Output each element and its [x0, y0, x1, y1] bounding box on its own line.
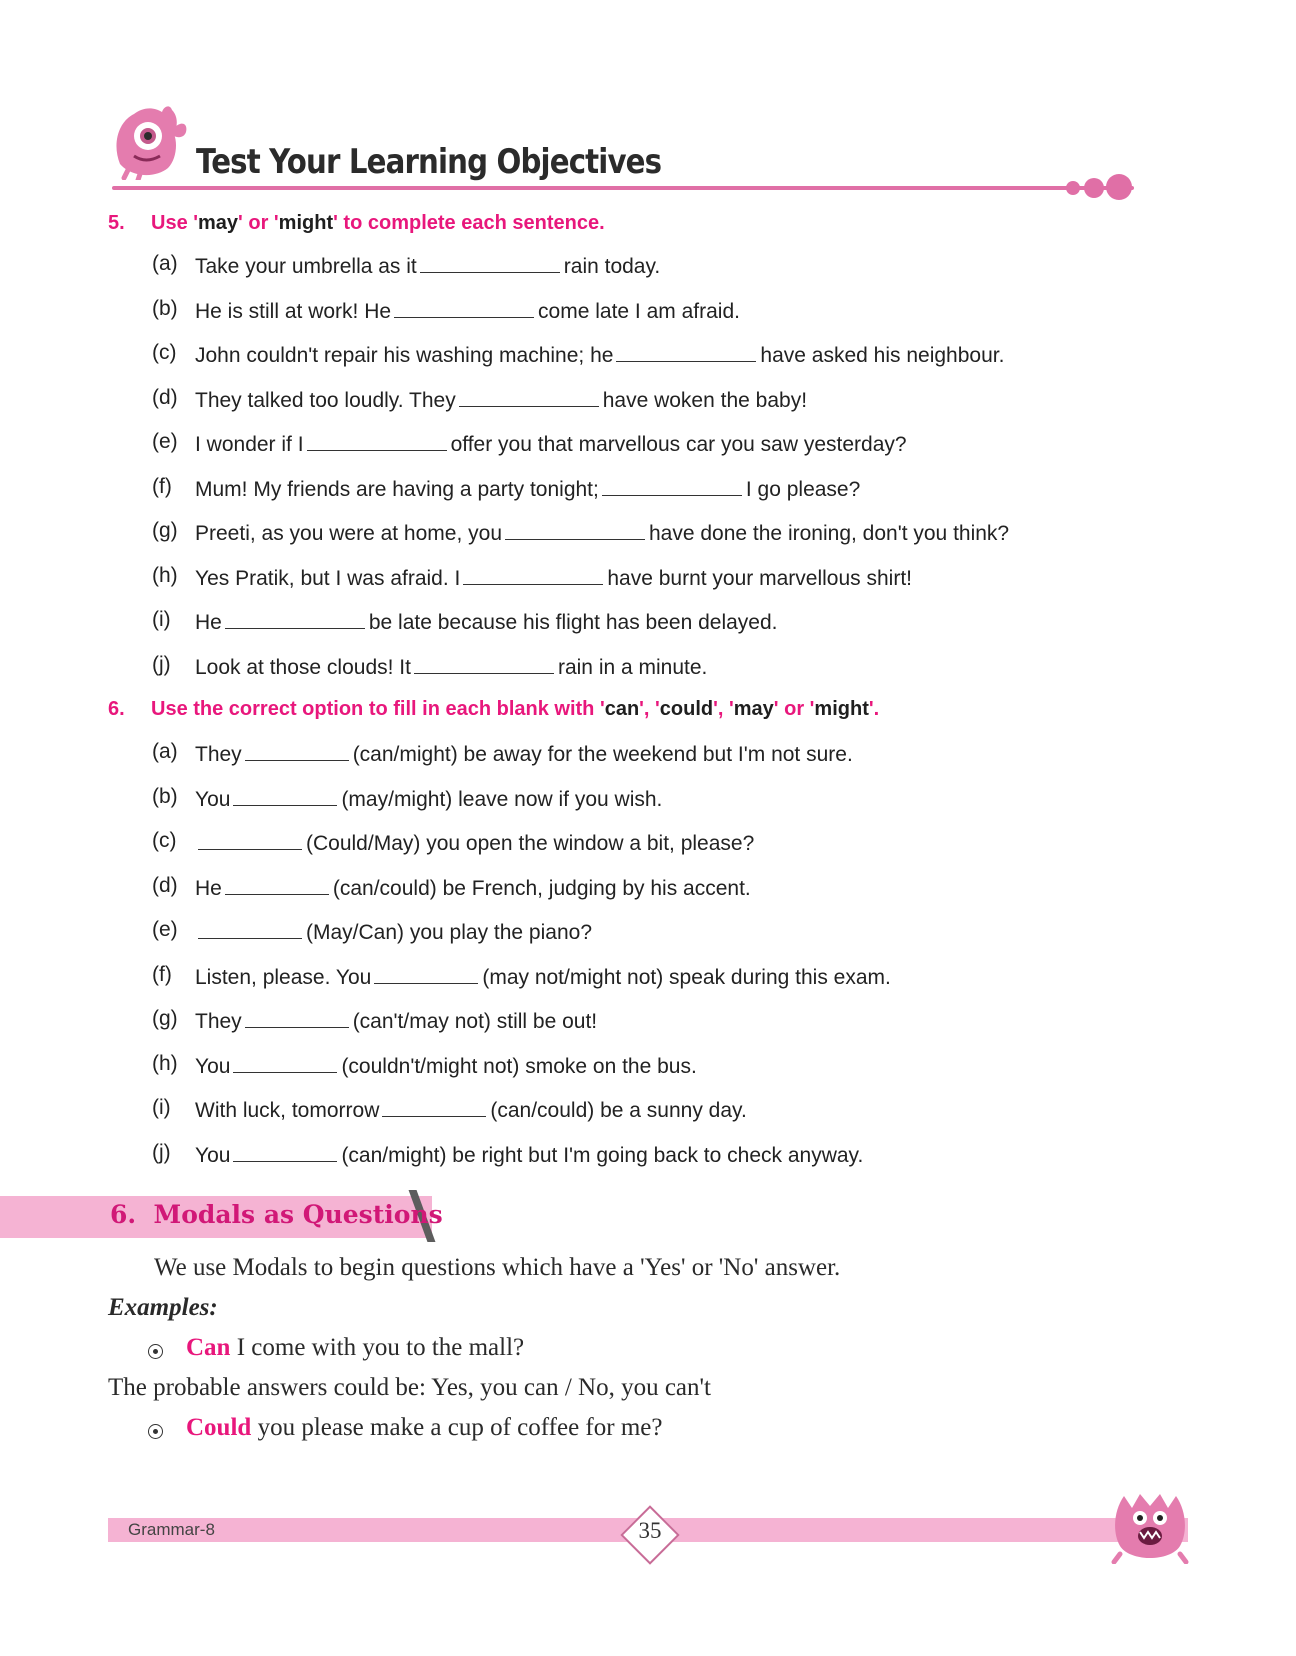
header-dot-medium [1084, 178, 1104, 198]
answer-blank[interactable] [233, 1141, 337, 1162]
bullet-icon [148, 1344, 163, 1359]
item-text-after: (can/could) be a sunny day. [490, 1099, 747, 1122]
answer-blank[interactable] [414, 653, 554, 674]
item-text-after: be late because his flight has been delayed. [368, 611, 778, 634]
item-label: (c) [152, 829, 177, 852]
item-label: (a) [152, 252, 178, 275]
item-text-after: have woken the baby! [602, 388, 808, 412]
item-text-before: I wonder if I [195, 433, 304, 456]
page-number: 35 [638, 1518, 662, 1543]
item-text-after: (May/Can) you play the piano? [306, 921, 592, 944]
item-label: (b) [152, 784, 178, 808]
item-text-before: Listen, please. You [195, 965, 372, 989]
item-text-before: He is still at work! He [195, 299, 392, 323]
item-text-after: (may not/might not) speak during this exam. [482, 965, 891, 989]
examples-label: Examples: [108, 1294, 218, 1321]
header-divider [112, 186, 1134, 190]
answer-blank[interactable] [198, 829, 302, 850]
answer-blank[interactable] [245, 1007, 349, 1028]
footer-book-title: Grammar-8 [128, 1520, 215, 1539]
item-text-before: Mum! My friends are having a party tonight; [195, 477, 599, 501]
item-text-before: Look at those clouds! It [195, 655, 411, 679]
monster-mascot-icon [112, 104, 194, 180]
item-label: (h) [152, 563, 178, 587]
answer-blank[interactable] [225, 608, 365, 629]
item-label: (f) [152, 474, 172, 498]
answer-blank[interactable] [233, 1052, 337, 1073]
example-2-text: you please make a cup of coffee for me? [251, 1414, 663, 1441]
answer-blank[interactable] [420, 252, 560, 273]
item-text-before: They [195, 1010, 242, 1033]
item-text-after: (couldn't/might not) smoke on the bus. [341, 1054, 697, 1078]
item-label: (b) [152, 296, 178, 320]
item-text-after: (can/might) be right but I'm going back to check anyway. [341, 1143, 864, 1167]
section-number: 6. [110, 1200, 137, 1229]
answer-blank[interactable] [382, 1096, 486, 1117]
item-text-before: You [195, 1054, 231, 1078]
item-text-before: Yes Pratik, but I was afraid. I [195, 566, 461, 590]
item-text-after: (can't/may not) still be out! [352, 1010, 598, 1033]
header-dot-small [1066, 181, 1080, 195]
item-text-before: Take your umbrella as it [195, 255, 417, 278]
answer-blank[interactable] [459, 386, 599, 407]
answer-blank[interactable] [616, 341, 756, 362]
item-text-before: You [195, 1143, 231, 1167]
item-label: (d) [152, 385, 178, 409]
header-dot-large [1106, 174, 1132, 200]
item-text-after: (can/might) be away for the weekend but I'm not sure. [352, 743, 853, 766]
item-text-before: He [195, 611, 222, 634]
item-label: (a) [152, 740, 178, 763]
answer-blank[interactable] [394, 297, 534, 318]
item-text-after: have done the ironing, don't you think? [649, 522, 1010, 545]
answer-blank[interactable] [602, 475, 742, 496]
item-label: (j) [152, 652, 171, 676]
item-label: (j) [152, 1140, 171, 1164]
answer-blank[interactable] [245, 740, 349, 761]
section-title-text: Modals as Questions [153, 1200, 443, 1229]
item-text-after: rain today. [563, 255, 661, 278]
item-text-before: You [195, 787, 231, 811]
answer-blank[interactable] [505, 519, 645, 540]
item-text-before: He [195, 876, 222, 900]
bullet-icon [148, 1424, 163, 1439]
item-label: (g) [152, 519, 178, 542]
example-2 [186, 1414, 662, 1442]
item-label: (d) [152, 873, 178, 897]
answer-blank[interactable] [198, 918, 302, 939]
example-1-keyword: Can [186, 1334, 231, 1361]
item-label: (h) [152, 1051, 178, 1075]
item-text-after: offer you that marvellous car you saw yesterday? [450, 433, 907, 456]
item-text-before: Preeti, as you were at home, you [195, 522, 502, 545]
item-text-after: (can/could) be French, judging by his accent. [332, 876, 751, 900]
probable-answers: The probable answers could be: Yes, you can / No, you can't [108, 1374, 711, 1401]
answer-blank[interactable] [225, 874, 329, 895]
example-1-text: I come with you to the mall? [230, 1334, 525, 1361]
item-label: (c) [152, 341, 177, 364]
example-2-keyword: Could [186, 1414, 252, 1441]
answer-blank[interactable] [374, 963, 478, 984]
item-text-before: They [195, 743, 242, 766]
item-text-before: They talked too loudly. They [195, 388, 456, 412]
item-text-after: have asked his neighbour. [760, 344, 1005, 367]
item-text-after: come late I am afraid. [538, 299, 740, 323]
section-title [110, 1200, 443, 1229]
answer-blank[interactable] [307, 430, 447, 451]
item-text-after: I go please? [745, 477, 861, 501]
answer-blank[interactable] [233, 785, 337, 806]
item-label: (g) [152, 1007, 178, 1030]
item-text-after: rain in a minute. [557, 655, 708, 679]
monster-footer-icon [1110, 1488, 1190, 1564]
page-title: Test Your Learning Objectives [196, 142, 662, 182]
item-text-before: With luck, tomorrow [195, 1099, 380, 1122]
item-label: (i) [152, 1096, 171, 1119]
item-text-after: have burnt your marvellous shirt! [607, 566, 912, 590]
item-label: (e) [152, 430, 178, 453]
item-label: (f) [152, 962, 172, 986]
example-1 [186, 1334, 524, 1362]
item-label: (e) [152, 918, 178, 941]
item-text-after: (may/might) leave now if you wish. [341, 787, 663, 811]
item-text-before: John couldn't repair his washing machine; he [195, 344, 614, 367]
section-intro: We use Modals to begin questions which have a 'Yes' or 'No' answer. [154, 1254, 841, 1281]
item-text-after: (Could/May) you open the window a bit, please? [306, 832, 755, 855]
answer-blank[interactable] [463, 564, 603, 585]
item-label: (i) [152, 608, 171, 631]
